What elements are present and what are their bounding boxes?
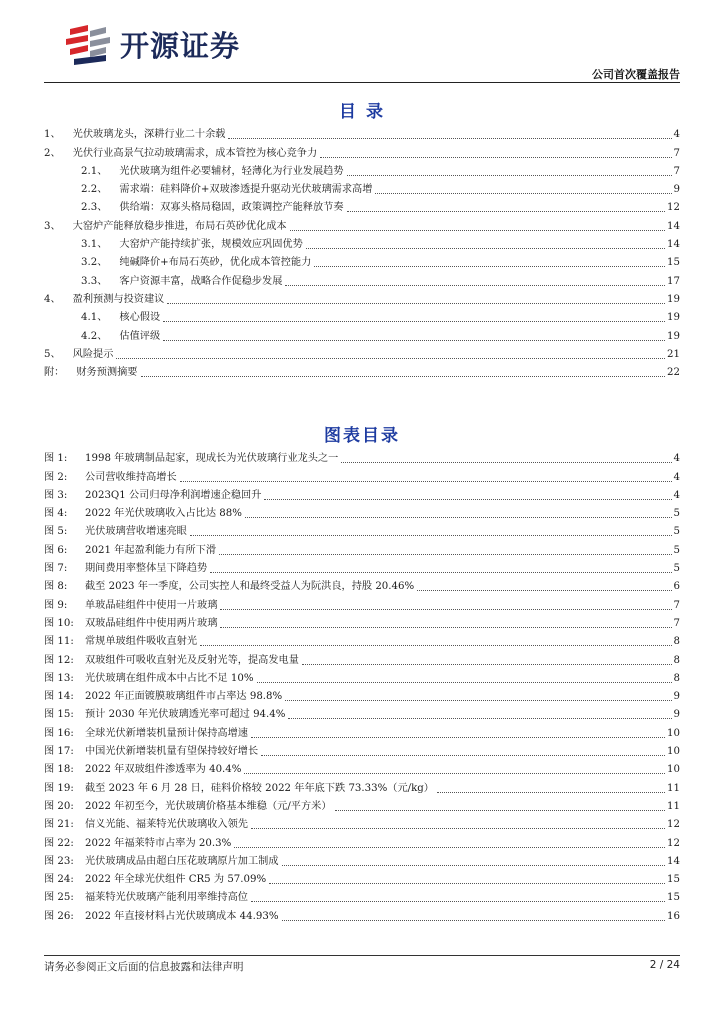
dot-leader xyxy=(320,157,671,158)
figure-entry-page: 9 xyxy=(673,709,680,721)
figure-entry-title: 双玻晶硅组件中使用两片玻璃 xyxy=(85,617,218,629)
figure-entry[interactable] xyxy=(44,832,680,850)
toc-entry-title: 纯碱降价+布局石英砂，优化成本管控能力 xyxy=(119,257,312,269)
logo-mark-icon xyxy=(66,25,110,65)
toc-entry-title: 光伏行业高景气拉动玻璃需求，成本管控为核心竞争力 xyxy=(72,147,318,159)
footer-disclaimer: 请务必参阅正文后面的信息披露和法律声明 xyxy=(44,961,244,973)
toc-entry[interactable] xyxy=(44,142,680,160)
figure-entry[interactable] xyxy=(44,521,680,539)
toc-entry-number: 4、 xyxy=(44,293,61,305)
figure-entry-number: 图 26: xyxy=(44,910,74,922)
figure-entry-page: 9 xyxy=(673,691,680,703)
toc-entry-number: 1、 xyxy=(44,129,61,141)
toc-entry-number: 3.1、 xyxy=(81,239,108,251)
dot-leader xyxy=(141,376,666,377)
figure-entry[interactable] xyxy=(44,466,680,484)
toc-entry-page: 14 xyxy=(667,239,680,251)
dot-leader xyxy=(288,718,671,719)
toc-entry[interactable] xyxy=(44,124,680,142)
toc-entry-page: 14 xyxy=(667,220,680,232)
dot-leader xyxy=(257,682,672,683)
figure-entry-number: 图 24: xyxy=(44,874,74,886)
toc-entry-page: 22 xyxy=(667,367,680,379)
dot-leader xyxy=(245,517,672,518)
figure-entry-page: 5 xyxy=(673,544,680,556)
dot-leader xyxy=(200,645,671,646)
toc-list xyxy=(44,124,680,380)
figure-entry-page: 4 xyxy=(673,489,680,501)
toc-entry-title: 大窑炉产能持续扩张，规模效应巩固优势 xyxy=(119,239,303,251)
dot-leader xyxy=(261,755,665,756)
dot-leader xyxy=(347,211,666,212)
figure-entry-page: 10 xyxy=(667,727,680,739)
dot-leader xyxy=(302,664,672,665)
toc-entry[interactable] xyxy=(44,234,680,252)
figure-entry[interactable] xyxy=(44,686,680,704)
toc-entry-title: 需求端：硅料降价+双玻渗透提升驱动光伏玻璃需求高增 xyxy=(119,184,373,196)
dot-leader xyxy=(116,358,665,359)
figure-entry-page: 15 xyxy=(667,874,680,886)
toc-entry-page: 19 xyxy=(667,330,680,342)
toc-entry-title: 核心假设 xyxy=(119,312,161,324)
toc-entry-page: 7 xyxy=(673,147,680,159)
footer-divider xyxy=(44,955,680,956)
toc-entry[interactable] xyxy=(44,179,680,197)
dot-leader xyxy=(375,193,671,194)
figures-title: 图表目录 xyxy=(324,426,400,446)
figure-entry-page: 6 xyxy=(673,581,680,593)
figure-entry-title: 期间费用率整体呈下降趋势 xyxy=(85,563,208,575)
dot-leader xyxy=(234,847,665,848)
dot-leader xyxy=(335,810,665,811)
toc-entry-title: 供给端：双寡头格局稳固，政策调控产能释放节奏 xyxy=(119,202,344,214)
dot-leader xyxy=(167,303,665,304)
figure-entry-number: 图 16: xyxy=(44,727,74,739)
toc-entry-page: 15 xyxy=(667,257,680,269)
toc-title: 目 录 xyxy=(339,102,385,122)
figure-entry[interactable] xyxy=(44,905,680,923)
header-divider xyxy=(44,82,680,83)
toc-entry[interactable] xyxy=(44,270,680,288)
dot-leader xyxy=(417,590,671,591)
figure-entry-page: 11 xyxy=(667,800,680,812)
figure-entry[interactable] xyxy=(44,649,680,667)
toc-entry-page: 9 xyxy=(673,184,680,196)
dot-leader xyxy=(220,627,671,628)
toc-entry-number: 5、 xyxy=(44,348,61,360)
dot-leader xyxy=(306,248,665,249)
figure-entry[interactable] xyxy=(44,594,680,612)
figure-entry-number: 图 22: xyxy=(44,837,74,849)
figure-entry-title: 信义光能、福莱特光伏玻璃收入领先 xyxy=(85,819,248,831)
dot-leader xyxy=(163,321,665,322)
figure-entry-number: 图 8: xyxy=(44,581,68,593)
figure-entry[interactable] xyxy=(44,576,680,594)
figure-entry-number: 图 1: xyxy=(44,453,68,465)
figure-entry[interactable] xyxy=(44,503,680,521)
figure-entry-title: 光伏玻璃在组件成本中占比不足 10% xyxy=(85,672,254,684)
report-type-label: 公司首次覆盖报告 xyxy=(592,68,680,81)
figure-entry-title: 预计 2030 年光伏玻璃透光率可超过 94.4% xyxy=(85,709,286,721)
figure-entry-title: 光伏玻璃成品由超白压花玻璃原片加工制成 xyxy=(85,855,279,867)
toc-entry[interactable] xyxy=(44,325,680,343)
figure-entry-title: 中国光伏新增装机量有望保持较好增长 xyxy=(85,746,259,758)
figure-entry-number: 图 7: xyxy=(44,563,68,575)
company-logo xyxy=(66,24,240,65)
figure-entry-page: 8 xyxy=(673,636,680,648)
figure-entry[interactable] xyxy=(44,777,680,795)
toc-entry-page: 7 xyxy=(673,165,680,177)
toc-entry[interactable] xyxy=(44,161,680,179)
dot-leader xyxy=(269,883,665,884)
figure-entry-title: 单玻晶硅组件中使用一片玻璃 xyxy=(85,599,218,611)
figure-entry-title: 2022 年正面镀膜玻璃组件市占率达 98.8% xyxy=(85,691,283,703)
figure-entry[interactable] xyxy=(44,869,680,887)
figure-entry-page: 8 xyxy=(673,672,680,684)
figure-entry-page: 5 xyxy=(673,563,680,575)
figure-entry-number: 图 15: xyxy=(44,709,74,721)
figure-entry-number: 图 5: xyxy=(44,526,68,538)
figure-entry-page: 7 xyxy=(673,617,680,629)
dot-leader xyxy=(251,828,665,829)
figure-entry-number: 图 21: xyxy=(44,819,74,831)
figures-list xyxy=(44,448,680,924)
figure-entry[interactable] xyxy=(44,485,680,503)
toc-entry-number: 2.2、 xyxy=(81,184,108,196)
toc-entry-title: 估值评级 xyxy=(119,330,161,342)
figure-entry[interactable] xyxy=(44,722,680,740)
toc-entry-page: 19 xyxy=(667,293,680,305)
dot-leader xyxy=(285,700,671,701)
figure-entry-number: 图 12: xyxy=(44,654,74,666)
figure-entry-title: 福莱特光伏玻璃产能利用率维持高位 xyxy=(85,892,248,904)
figure-entry-title: 2021 年起盈利能力有所下滑 xyxy=(85,544,217,556)
figure-entry-number: 图 23: xyxy=(44,855,74,867)
dot-leader xyxy=(163,340,665,341)
toc-entry-number: 附： xyxy=(44,367,65,379)
toc-entry[interactable] xyxy=(44,307,680,325)
dot-leader xyxy=(282,920,666,921)
dot-leader xyxy=(285,285,665,286)
figure-entry[interactable] xyxy=(44,448,680,466)
toc-entry-page: 21 xyxy=(667,348,680,360)
dot-leader xyxy=(341,462,671,463)
figure-entry-number: 图 13: xyxy=(44,672,74,684)
dot-leader xyxy=(347,175,672,176)
figure-entry-page: 4 xyxy=(673,453,680,465)
figure-entry[interactable] xyxy=(44,558,680,576)
toc-entry[interactable] xyxy=(44,344,680,362)
dot-leader xyxy=(314,266,665,267)
figure-entry-page: 11 xyxy=(667,782,680,794)
toc-entry[interactable] xyxy=(44,252,680,270)
toc-entry-number: 3、 xyxy=(44,220,61,232)
figure-entry-title: 2022 年全球光伏组件 CR5 为 57.09% xyxy=(85,874,267,886)
figure-entry-title: 截至 2023 年 6 月 28 日，硅料价格较 2022 年年底下跌 73.33%（元/kg） xyxy=(85,782,434,794)
dot-leader xyxy=(228,138,671,139)
figure-entry-page: 10 xyxy=(667,764,680,776)
figure-entry-page: 12 xyxy=(667,819,680,831)
toc-entry-page: 12 xyxy=(667,202,680,214)
figure-entry-title: 公司营收维持高增长 xyxy=(85,471,177,483)
toc-entry[interactable] xyxy=(44,289,680,307)
figure-entry-title: 全球光伏新增装机量预计保持高增速 xyxy=(85,727,248,739)
figure-entry-title: 2022 年福莱特市占率为 20.3% xyxy=(85,837,232,849)
figure-entry-page: 10 xyxy=(667,746,680,758)
toc-entry-title: 光伏玻璃为组件必要辅材，轻薄化为行业发展趋势 xyxy=(119,165,344,177)
figure-entry-number: 图 20: xyxy=(44,800,74,812)
figure-entry-number: 图 6: xyxy=(44,544,68,556)
figure-entry[interactable] xyxy=(44,668,680,686)
dot-leader xyxy=(219,554,671,555)
toc-entry-page: 4 xyxy=(673,129,680,141)
figure-entry-number: 图 19: xyxy=(44,782,74,794)
figure-entry[interactable] xyxy=(44,704,680,722)
figure-entry-page: 16 xyxy=(667,910,680,922)
toc-entry-title: 客户资源丰富，战略合作促稳步发展 xyxy=(119,275,283,287)
toc-entry-title: 大窑炉产能释放稳步推进，布局石英砂优化成本 xyxy=(72,220,287,232)
figure-entry-number: 图 18: xyxy=(44,764,74,776)
logo-text: 开源证券 xyxy=(120,29,241,63)
figure-entry-number: 图 25: xyxy=(44,892,74,904)
figure-entry-number: 图 17: xyxy=(44,746,74,758)
dot-leader xyxy=(282,865,665,866)
dot-leader xyxy=(220,609,671,610)
figure-entry-number: 图 4: xyxy=(44,508,68,520)
toc-entry-number: 4.1、 xyxy=(81,312,108,324)
toc-entry-number: 4.2、 xyxy=(81,330,108,342)
toc-entry[interactable] xyxy=(44,197,680,215)
toc-entry-page: 19 xyxy=(667,312,680,324)
dot-leader xyxy=(210,572,671,573)
dot-leader xyxy=(437,792,665,793)
figure-entry-title: 2022 年双玻组件渗透率为 40.4% xyxy=(85,764,242,776)
figure-entry-number: 图 9: xyxy=(44,599,68,611)
figure-entry-number: 图 10: xyxy=(44,617,74,629)
figure-entry-title: 常规单玻组件吸收直射光 xyxy=(85,636,198,648)
page-number: 2 / 24 xyxy=(649,959,680,971)
figure-entry-page: 7 xyxy=(673,599,680,611)
figure-entry[interactable] xyxy=(44,741,680,759)
toc-entry-number: 3.3、 xyxy=(81,275,108,287)
toc-entry-number: 3.2、 xyxy=(81,257,108,269)
dot-leader xyxy=(251,901,665,902)
dot-leader xyxy=(190,535,672,536)
toc-entry-title: 盈利预测与投资建议 xyxy=(72,293,165,305)
figure-entry-title: 截至 2023 年一季度，公司实控人和最终受益人为阮洪良，持股 20.46% xyxy=(85,581,415,593)
figure-entry-number: 图 2: xyxy=(44,471,68,483)
toc-entry-title: 光伏玻璃龙头，深耕行业二十余载 xyxy=(72,129,226,141)
figure-entry-title: 双玻组件可吸收直射光及反射光等，提高发电量 xyxy=(85,654,299,666)
figure-entry-title: 2022 年光伏玻璃收入占比达 88% xyxy=(85,508,242,520)
toc-entry[interactable] xyxy=(44,215,680,233)
figure-entry-number: 图 3: xyxy=(44,489,68,501)
dot-leader xyxy=(290,230,665,231)
dot-leader xyxy=(264,499,671,500)
toc-entry-page: 17 xyxy=(667,275,680,287)
figure-entry[interactable] xyxy=(44,539,680,557)
dot-leader xyxy=(244,773,665,774)
figure-entry[interactable] xyxy=(44,759,680,777)
figure-entry-number: 图 14: xyxy=(44,691,74,703)
toc-entry[interactable] xyxy=(44,362,680,380)
figure-entry-number: 图 11: xyxy=(44,636,74,648)
dot-leader xyxy=(180,481,672,482)
figure-entry[interactable] xyxy=(44,887,680,905)
toc-entry-title: 财务预测摘要 xyxy=(76,367,138,379)
figure-entry-title: 1998 年玻璃制品起家，现成长为光伏玻璃行业龙头之一 xyxy=(85,453,339,465)
figure-entry[interactable] xyxy=(44,796,680,814)
figure-entry-page: 4 xyxy=(673,471,680,483)
dot-leader xyxy=(251,737,665,738)
figure-entry[interactable] xyxy=(44,814,680,832)
page-header xyxy=(0,0,724,82)
figure-entry-page: 14 xyxy=(667,855,680,867)
figure-entry-title: 2022 年直接材料占光伏玻璃成本 44.93% xyxy=(85,910,279,922)
figure-entry[interactable] xyxy=(44,851,680,869)
figure-entry-title: 2023Q1 公司归母净利润增速企稳回升 xyxy=(85,489,262,501)
figure-entry-page: 8 xyxy=(673,654,680,666)
figure-entry-page: 15 xyxy=(667,892,680,904)
figure-entry-page: 12 xyxy=(667,837,680,849)
figure-entry-page: 5 xyxy=(673,508,680,520)
toc-entry-number: 2.1、 xyxy=(81,165,108,177)
toc-entry-title: 风险提示 xyxy=(72,348,114,360)
figure-entry-title: 2022 年初至今，光伏玻璃价格基本维稳（元/平方米） xyxy=(85,800,332,812)
toc-entry-number: 2.3、 xyxy=(81,202,108,214)
toc-entry-number: 2、 xyxy=(44,147,61,159)
figure-entry-title: 光伏玻璃营收增速亮眼 xyxy=(85,526,187,538)
figure-entry[interactable] xyxy=(44,613,680,631)
figure-entry[interactable] xyxy=(44,631,680,649)
figure-entry-page: 5 xyxy=(673,526,680,538)
